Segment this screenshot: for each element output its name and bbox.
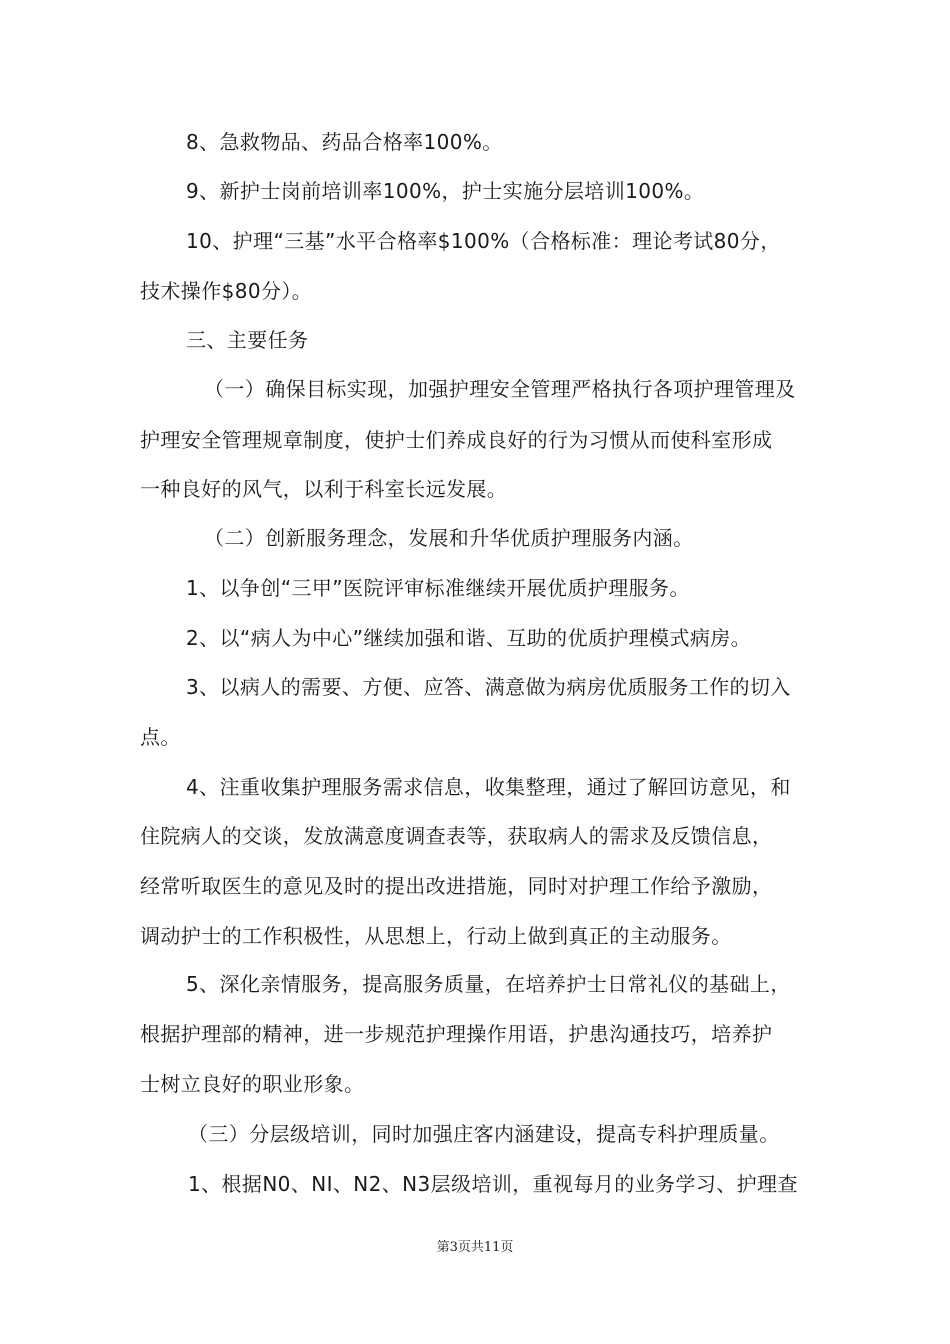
section-heading: 三、主要任务 <box>186 328 309 352</box>
paragraph-line: 一种良好的风气，以利于科室长远发展。 <box>140 477 508 501</box>
paragraph-line: 10、护理“三基”水平合格率$100%（合格标准：理论考试80分， <box>186 229 781 253</box>
paragraph-line: 5、深化亲情服务，提高服务质量，在培养护士日常礼仪的基础上， <box>186 972 791 996</box>
paragraph-line: 8、急救物品、药品合格率100%。 <box>186 130 503 154</box>
paragraph-line: 调动护士的工作积极性，从思想上，行动上做到真正的主动服务。 <box>140 924 732 948</box>
paragraph-line: 3、以病人的需要、方便、应答、满意做为病房优质服务工作的切入 <box>186 675 791 699</box>
paragraph-line: 1、根据N0、NI、N2、N3层级培训，重视每月的业务学习、护理查 <box>188 1172 798 1196</box>
page-footer: 第3页共11页 <box>436 1240 514 1255</box>
subsection-heading: （三）分层级培训，同时加强庄客内涵建设，提高专科护理质量。 <box>188 1122 780 1146</box>
paragraph-line: 技术操作$80分）。 <box>140 279 313 303</box>
paragraph-line: 护理安全管理规章制度，使护士们养成良好的行为习惯从而使科室形成 <box>140 428 773 452</box>
paragraph-line: 住院病人的交谈，发放满意度调查表等，获取病人的需求及反馈信息， <box>140 824 773 848</box>
paragraph-line: 1、以争创“三甲”医院评审标准继续开展优质护理服务。 <box>186 576 690 600</box>
paragraph-line: 9、新护士岗前培训率100%，护士实施分层培训100%。 <box>186 179 705 203</box>
paragraph-line: 经常听取医生的意见及时的提出改进措施，同时对护理工作给予激励， <box>140 874 773 898</box>
paragraph-line: 根据护理部的精神，进一步规范护理操作用语，护患沟通技巧，培养护 <box>140 1022 773 1046</box>
paragraph-line: （一）确保目标实现，加强护理安全管理严格执行各项护理管理及 <box>204 377 796 401</box>
paragraph-line: 点。 <box>140 725 181 749</box>
paragraph-line: 士树立良好的职业形象。 <box>140 1072 365 1096</box>
paragraph-line: 2、以“病人为中心”继续加强和谐、互助的优质护理模式病房。 <box>186 626 752 650</box>
subsection-heading: （二）创新服务理念，发展和升华优质护理服务内涵。 <box>204 526 694 550</box>
paragraph-line: 4、注重收集护理服务需求信息，收集整理，通过了解回访意见，和 <box>186 775 791 799</box>
